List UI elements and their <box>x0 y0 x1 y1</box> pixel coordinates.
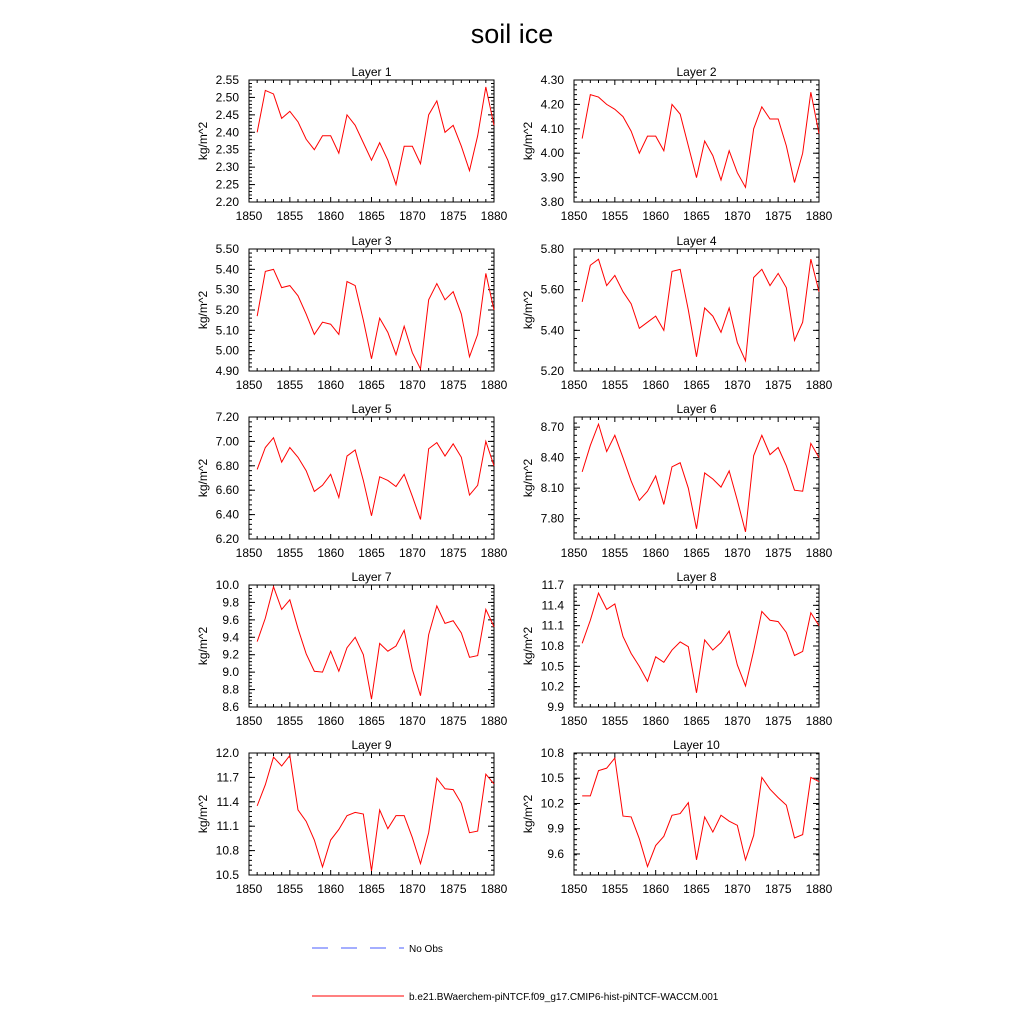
x-tick-label: 1875 <box>439 378 467 392</box>
y-tick-label: 6.80 <box>215 458 239 473</box>
x-tick-label: 1855 <box>276 882 304 896</box>
x-tick-label: 1865 <box>683 546 710 560</box>
y-tick-label: 4.00 <box>540 146 564 161</box>
x-tick-label: 1880 <box>480 209 508 223</box>
x-tick-label: 1880 <box>805 882 833 896</box>
x-tick-label: 1850 <box>560 714 588 728</box>
x-tick-label: 1855 <box>276 714 304 728</box>
x-tick-label: 1850 <box>560 882 588 896</box>
x-tick-label: 1850 <box>235 546 263 560</box>
y-tick-label: 10.8 <box>215 843 239 858</box>
x-tick-label: 1880 <box>805 714 833 728</box>
plot-frame <box>574 417 819 539</box>
x-tick-label: 1855 <box>601 546 629 560</box>
series-line <box>582 259 819 361</box>
panel-grid <box>196 65 833 896</box>
panel-title: Layer 1 <box>351 65 392 79</box>
y-tick-label: 2.30 <box>215 160 239 175</box>
x-tick-label: 1875 <box>764 209 792 223</box>
y-axis-label: kg/m^2 <box>196 121 210 161</box>
panel-title: Layer 10 <box>673 738 720 752</box>
y-tick-label: 10.5 <box>540 771 564 786</box>
y-tick-label: 5.00 <box>215 343 239 358</box>
y-axis-label: kg/m^2 <box>196 458 210 498</box>
x-tick-label: 1880 <box>805 546 833 560</box>
y-tick-label: 4.10 <box>540 121 564 136</box>
x-tick-label: 1855 <box>276 546 304 560</box>
panel-layer-6 <box>521 402 833 560</box>
panel-layer-7 <box>196 570 508 728</box>
y-tick-label: 2.35 <box>215 142 239 157</box>
x-tick-label: 1860 <box>642 378 670 392</box>
y-tick-label: 9.0 <box>222 665 239 680</box>
y-tick-label: 4.90 <box>215 364 239 378</box>
panel-title: Layer 5 <box>351 402 392 416</box>
x-tick-label: 1880 <box>480 714 508 728</box>
panel-layer-1 <box>196 65 508 223</box>
y-tick-label: 7.00 <box>215 434 239 449</box>
panel-layer-4 <box>521 234 833 392</box>
y-tick-label: 2.20 <box>215 195 239 209</box>
y-axis-label: kg/m^2 <box>521 121 535 161</box>
x-tick-label: 1855 <box>601 209 629 223</box>
series-line <box>582 92 819 187</box>
x-tick-label: 1870 <box>398 209 426 223</box>
x-tick-label: 1880 <box>805 209 833 223</box>
y-tick-label: 8.8 <box>222 682 239 697</box>
y-tick-label: 5.60 <box>540 282 564 297</box>
x-tick-label: 1855 <box>601 882 629 896</box>
x-tick-label: 1865 <box>683 209 710 223</box>
x-tick-label: 1855 <box>276 209 304 223</box>
x-tick-label: 1875 <box>764 882 792 896</box>
legend-model-label: b.e21.BWaerchem-piNTCF.f09_g17.CMIP6-hist-piNTCF-WACCM.001 <box>409 992 719 1003</box>
y-axis-label: kg/m^2 <box>196 626 210 666</box>
x-tick-label: 1860 <box>642 209 670 223</box>
x-tick-label: 1865 <box>358 546 385 560</box>
y-tick-label: 6.20 <box>215 532 239 546</box>
y-tick-label: 10.5 <box>215 868 239 882</box>
x-tick-label: 1880 <box>480 546 508 560</box>
y-tick-label: 8.70 <box>540 420 564 435</box>
plot-frame <box>249 80 494 202</box>
y-axis-label: kg/m^2 <box>521 794 535 834</box>
plot-frame <box>574 249 819 371</box>
y-tick-label: 8.6 <box>222 700 239 714</box>
panel-title: Layer 4 <box>676 234 717 248</box>
x-tick-label: 1870 <box>398 882 426 896</box>
series-line <box>257 269 494 369</box>
panel-title: Layer 3 <box>351 234 392 248</box>
y-tick-label: 5.50 <box>215 242 239 256</box>
y-tick-label: 10.5 <box>540 659 564 674</box>
y-tick-label: 2.50 <box>215 90 239 105</box>
y-tick-label: 11.4 <box>216 794 239 809</box>
x-tick-label: 1865 <box>683 882 710 896</box>
x-tick-label: 1850 <box>235 882 263 896</box>
plot-frame <box>249 753 494 875</box>
panel-layer-10 <box>521 738 833 896</box>
y-tick-label: 10.0 <box>215 578 239 592</box>
y-tick-label: 5.40 <box>540 323 564 338</box>
y-tick-label: 10.8 <box>540 746 564 760</box>
series-line <box>257 755 494 870</box>
y-tick-label: 2.45 <box>215 107 239 122</box>
x-tick-label: 1850 <box>560 209 588 223</box>
y-tick-label: 12.0 <box>215 746 239 760</box>
panel-layer-8 <box>521 570 833 728</box>
x-tick-label: 1860 <box>317 378 345 392</box>
y-tick-label: 11.7 <box>216 770 239 785</box>
x-tick-label: 1865 <box>358 882 385 896</box>
figure-title: soil ice <box>470 19 554 49</box>
y-tick-label: 9.6 <box>547 846 564 861</box>
x-tick-label: 1875 <box>439 209 467 223</box>
x-tick-label: 1865 <box>358 209 385 223</box>
y-tick-label: 5.40 <box>215 262 239 277</box>
y-tick-label: 2.25 <box>215 177 239 192</box>
plot-frame <box>574 80 819 202</box>
panel-layer-3 <box>196 234 508 392</box>
y-tick-label: 2.55 <box>215 73 239 87</box>
x-tick-label: 1860 <box>642 546 670 560</box>
y-tick-label: 7.20 <box>215 410 239 424</box>
x-tick-label: 1870 <box>723 714 751 728</box>
x-tick-label: 1875 <box>764 378 792 392</box>
x-tick-label: 1870 <box>723 882 751 896</box>
y-tick-label: 11.1 <box>216 819 239 834</box>
y-tick-label: 9.9 <box>547 821 564 836</box>
panel-title: Layer 9 <box>351 738 392 752</box>
x-tick-label: 1875 <box>764 714 792 728</box>
x-tick-label: 1870 <box>398 714 426 728</box>
x-tick-label: 1870 <box>398 546 426 560</box>
x-tick-label: 1880 <box>805 378 833 392</box>
y-tick-label: 10.2 <box>540 679 564 694</box>
x-tick-label: 1860 <box>317 882 345 896</box>
y-tick-label: 11.4 <box>541 598 564 613</box>
plot-frame <box>249 417 494 539</box>
y-tick-label: 8.40 <box>540 450 564 465</box>
x-tick-label: 1870 <box>398 378 426 392</box>
x-tick-label: 1875 <box>764 546 792 560</box>
series-line <box>257 587 494 699</box>
y-tick-label: 10.2 <box>540 796 564 811</box>
panel-title: Layer 8 <box>676 570 717 584</box>
y-tick-label: 11.7 <box>541 578 564 592</box>
y-tick-label: 5.20 <box>215 303 239 317</box>
series-line <box>582 758 819 867</box>
legend-obs-label: No Obs <box>409 944 443 955</box>
y-tick-label: 6.40 <box>215 507 239 522</box>
x-tick-label: 1860 <box>317 714 345 728</box>
x-tick-label: 1880 <box>480 882 508 896</box>
x-tick-label: 1860 <box>642 714 670 728</box>
series-line <box>257 87 494 185</box>
y-tick-label: 9.4 <box>222 630 239 645</box>
y-tick-label: 10.8 <box>540 639 564 653</box>
y-tick-label: 4.20 <box>540 97 564 112</box>
x-tick-label: 1850 <box>560 546 588 560</box>
x-tick-label: 1870 <box>723 209 751 223</box>
x-tick-label: 1870 <box>723 378 751 392</box>
x-tick-label: 1850 <box>560 378 588 392</box>
legend <box>312 944 719 1003</box>
x-tick-label: 1865 <box>683 714 710 728</box>
y-tick-label: 11.1 <box>541 618 564 633</box>
y-tick-label: 9.9 <box>547 700 564 714</box>
y-tick-label: 9.6 <box>222 612 239 627</box>
panel-title: Layer 7 <box>351 570 392 584</box>
y-tick-label: 8.10 <box>540 481 564 496</box>
x-tick-label: 1865 <box>683 378 710 392</box>
y-tick-label: 5.10 <box>215 323 239 338</box>
y-tick-label: 3.80 <box>540 195 564 209</box>
x-tick-label: 1850 <box>235 714 263 728</box>
y-tick-label: 6.60 <box>215 483 239 498</box>
y-tick-label: 5.30 <box>215 282 239 297</box>
y-tick-label: 2.40 <box>215 125 239 140</box>
x-tick-label: 1875 <box>439 546 467 560</box>
y-axis-label: kg/m^2 <box>521 290 535 330</box>
x-tick-label: 1855 <box>276 378 304 392</box>
x-tick-label: 1880 <box>480 378 508 392</box>
plot-frame <box>249 585 494 707</box>
x-tick-label: 1860 <box>642 882 670 896</box>
panel-layer-9 <box>196 738 508 896</box>
panel-layer-2 <box>521 65 833 223</box>
y-tick-label: 3.90 <box>540 170 564 185</box>
x-tick-label: 1865 <box>358 714 385 728</box>
panel-title: Layer 6 <box>676 402 717 416</box>
x-tick-label: 1850 <box>235 378 263 392</box>
y-tick-label: 5.80 <box>540 242 564 256</box>
y-axis-label: kg/m^2 <box>521 626 535 666</box>
series-line <box>582 424 819 532</box>
panel-title: Layer 2 <box>676 65 717 79</box>
y-axis-label: kg/m^2 <box>521 458 535 498</box>
x-tick-label: 1860 <box>317 546 345 560</box>
series-line <box>257 438 494 520</box>
x-tick-label: 1860 <box>317 209 345 223</box>
y-axis-label: kg/m^2 <box>196 290 210 330</box>
plot-frame <box>574 585 819 707</box>
x-tick-label: 1875 <box>439 882 467 896</box>
x-tick-label: 1870 <box>723 546 751 560</box>
x-tick-label: 1855 <box>601 714 629 728</box>
y-tick-label: 7.80 <box>540 511 564 526</box>
y-tick-label: 4.30 <box>540 73 564 87</box>
x-tick-label: 1855 <box>601 378 629 392</box>
x-tick-label: 1875 <box>439 714 467 728</box>
y-tick-label: 5.20 <box>540 364 564 378</box>
panel-layer-5 <box>196 402 508 560</box>
y-axis-label: kg/m^2 <box>196 794 210 834</box>
x-tick-label: 1865 <box>358 378 385 392</box>
series-line <box>582 593 819 693</box>
y-tick-label: 9.2 <box>222 647 239 662</box>
y-tick-label: 9.8 <box>222 595 239 610</box>
x-tick-label: 1850 <box>235 209 263 223</box>
plot-frame <box>249 249 494 371</box>
